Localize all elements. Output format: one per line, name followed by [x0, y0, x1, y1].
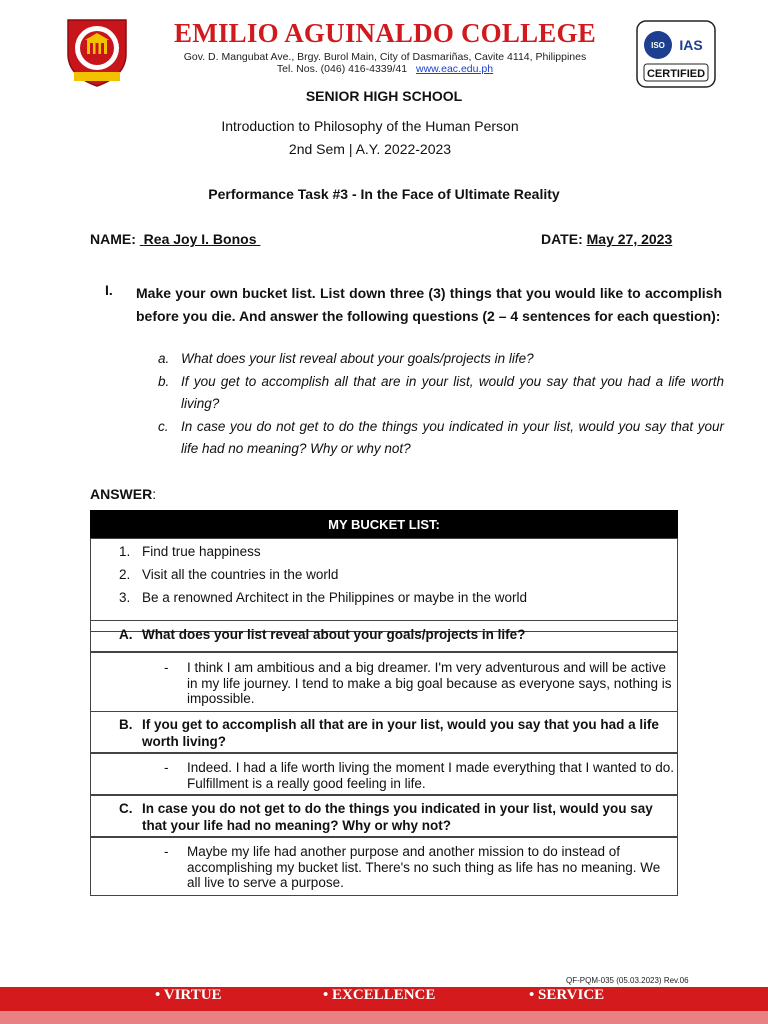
task-title: Performance Task #3 - In the Face of Ultimate Reality [208, 186, 560, 202]
list-item: 3. Be a renowned Architect in the Philippines or maybe in the world [119, 590, 527, 605]
question-letter: b. [158, 374, 170, 389]
question-text: In case you do not get to do the things you indicated in your list, would you say that your life had no meaning? Why or why not? [142, 801, 653, 833]
iso-certified-badge [636, 20, 716, 88]
college-address: Gov. D. Mangubat Ave., Brgy. Burol Main, City of Dasmariñas, Cavite 4114, Philippines [183, 51, 587, 63]
college-contact [150, 63, 620, 75]
certified-label: CERTIFIED [646, 68, 706, 80]
question-letter: a. [158, 351, 170, 366]
question-text: If you get to accomplish all that are in your list, would you say that you had a life worth living? [181, 374, 724, 411]
question-row [90, 795, 678, 837]
list-item: 1. Find true happiness [119, 544, 261, 559]
date-label: DATE: [541, 231, 583, 247]
table-header: MY BUCKET LIST: [90, 510, 678, 539]
college-seal-logo [60, 14, 134, 88]
question-item [158, 348, 724, 370]
answer-text: Indeed. I had a life worth living the moment I made everything that I wanted to do. Fulfillment is a really good feeling in life. [187, 760, 675, 791]
answer-label: ANSWER: [90, 486, 157, 502]
website-link[interactable]: www.eac.edu.ph [416, 63, 494, 75]
question-letter: c. [158, 419, 169, 434]
question-letter: B. [119, 717, 133, 732]
list-item: 2. Visit all the countries in the world [119, 567, 339, 582]
question-text: What does your list reveal about your goals/projects in life? [142, 627, 526, 642]
question-text: In case you do not get to do the things you indicated in your list, would you say that your life had no meaning? Why or why not? [181, 419, 724, 456]
question-row [90, 711, 678, 753]
footer-value-virtue: • VIRTUE [155, 987, 222, 1003]
instruction-number: I. [105, 282, 113, 298]
question-text: What does your list reveal about your goals/projects in life? [181, 351, 534, 366]
footer-value-service: • SERVICE [529, 987, 605, 1003]
phone-numbers: Tel. Nos. (046) 416-4339/41 [276, 63, 408, 75]
school-level: SENIOR HIGH SCHOOL [305, 88, 463, 104]
footer-value-excellence: • EXCELLENCE [323, 987, 436, 1003]
footer-strip [0, 1011, 768, 1024]
answer-text: I think I am ambitious and a big dreamer. I'm very adventurous and will be active in my life journey. I tend to make a big goal because as everyone says, nothing is impossible. [187, 660, 672, 706]
college-name: EMILIO AGUINALDO COLLEGE [174, 18, 596, 48]
answer-text: Maybe my life had another purpose and another mission to do instead of accomplishing my bucket list. There's no such thing as life has no meaning. We all live to serve a purpose. [187, 844, 661, 890]
answer-row [90, 753, 678, 795]
question-text: If you get to accomplish all that are in your list, would you say that you had a life worth living? [142, 717, 659, 749]
date-field [541, 231, 672, 247]
name-field [90, 231, 260, 247]
answer-row [90, 837, 678, 896]
name-value: Rea Joy I. Bonos [143, 231, 257, 247]
answer-bullet: - [164, 660, 169, 675]
question-item [158, 371, 724, 414]
name-label: NAME: [90, 231, 136, 247]
answer-bullet: - [164, 760, 169, 775]
subject-title: Introduction to Philosophy of the Human Person [221, 118, 519, 134]
question-letter: C. [119, 801, 133, 816]
bucket-list-cell [90, 538, 678, 632]
semester-label: 2nd Sem | A.Y. 2022-2023 [288, 141, 452, 157]
form-code: QF-PQM-035 (05.03.2023) Rev.06 [566, 976, 689, 985]
answer-bullet: - [164, 844, 169, 859]
question-item [158, 416, 724, 459]
question-letter: A. [119, 627, 133, 642]
answer-row [90, 652, 678, 712]
instruction-text: Make your own bucket list. List down three (3) things that you would like to accomplish before you die. And answer the following questions (2 – 4 sentences for each question): [136, 285, 722, 324]
ias-text: IAS [679, 37, 703, 53]
date-value: May 27, 2023 [586, 231, 673, 247]
question-row [90, 620, 678, 652]
iso-text: ISO [651, 41, 665, 50]
